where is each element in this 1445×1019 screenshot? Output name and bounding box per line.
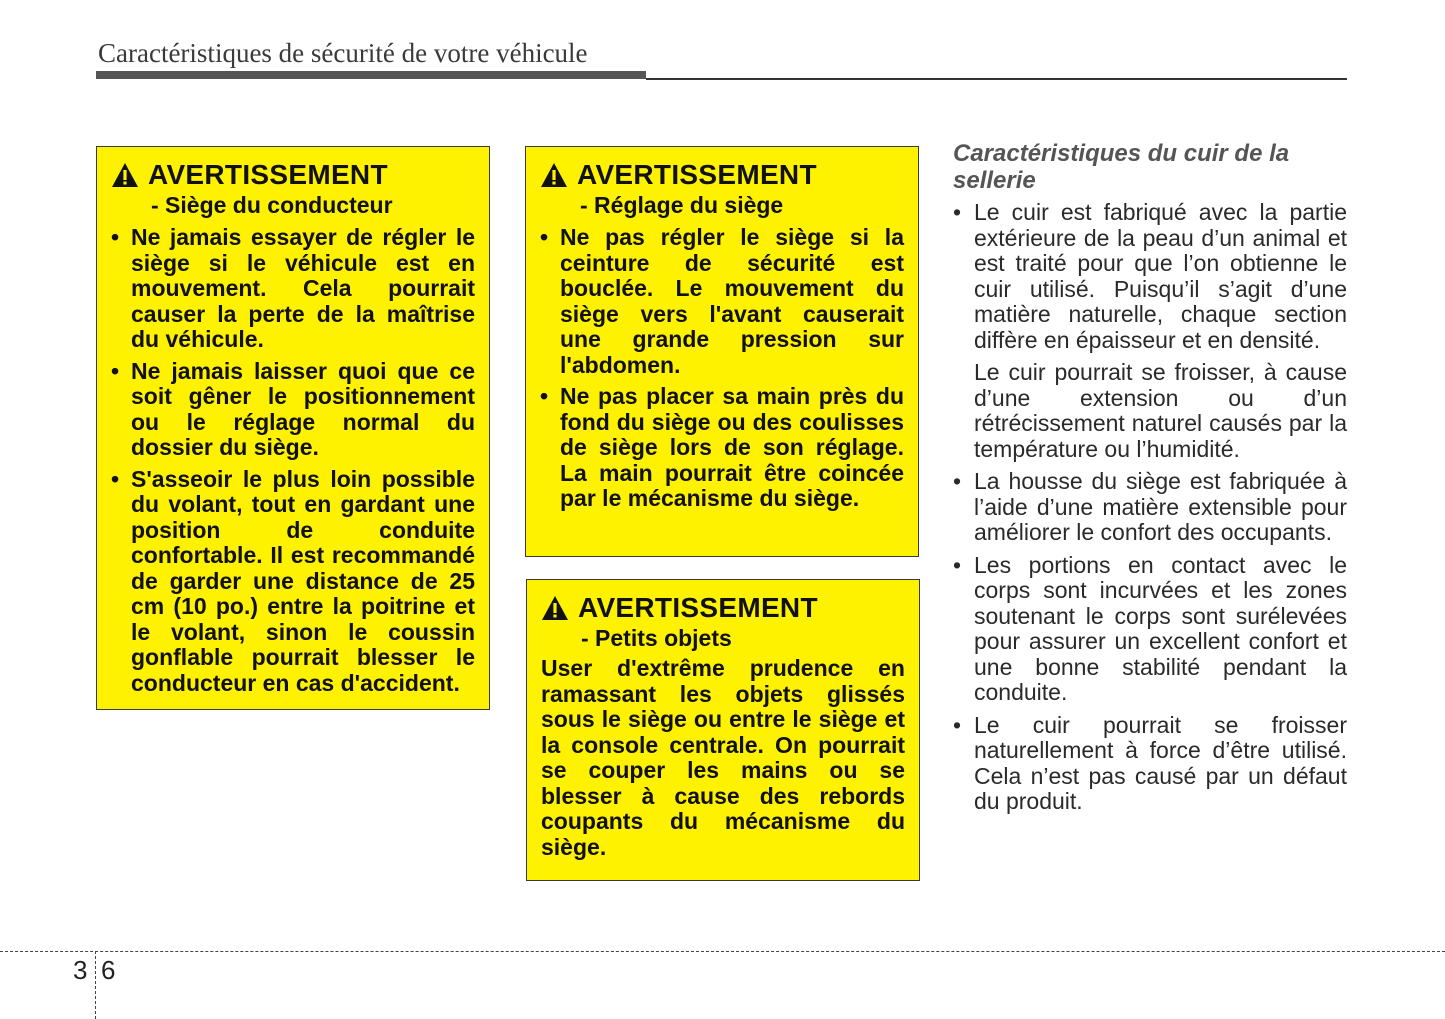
- warning-list: [111, 225, 475, 696]
- warning-item: • Ne jamais laisser quoi que ce soit gêner le positionnement ou le réglage normal du dossier du siège.: [111, 359, 475, 461]
- list-item: [953, 469, 1347, 546]
- footer-divider: [0, 951, 1445, 952]
- warning-text: User d'extrême prudence en ramassant les objets glissés sous le siège ou entre le siège et la console centrale. On pourrait se couper les mains ou se blesser à cause des rebords coupants du mécanisme du siège.: [541, 655, 905, 860]
- warning-label: AVERTISSEMENT: [577, 159, 817, 190]
- leather-section: [953, 140, 1347, 822]
- warning-box-drivers-seat: [96, 146, 490, 710]
- warning-box-small-objects: [526, 579, 920, 881]
- warning-item: • Ne jamais essayer de régler le siège si le véhicule est en mouvement. Cela pourrait causer la perte de la maîtrise du véhicule.: [111, 225, 475, 353]
- list-paragraph: Le cuir pourrait se froisser, à cause d’une extension ou d’un rétrécissement naturel causés par la température ou l’humidité.: [974, 359, 1347, 462]
- warning-subtitle: - Réglage du siège: [580, 192, 784, 218]
- footer-vertical-divider: [95, 951, 96, 1019]
- list-item: [953, 553, 1347, 706]
- warning-header: [540, 159, 904, 191]
- warning-list: [540, 225, 904, 512]
- header-rule-thick: [96, 71, 646, 79]
- list-paragraph: • La housse du siège est fabriquée à l’aide d’une matière extensible pour améliorer le confort des occupants.: [974, 468, 1347, 545]
- page-title: Caractéristiques de sécurité de votre véhicule: [98, 38, 588, 68]
- list-item: [953, 200, 1347, 462]
- list-item: [953, 713, 1347, 815]
- page-number: 6: [101, 955, 116, 985]
- warning-triangle-icon: [111, 162, 139, 188]
- warning-header: [111, 159, 475, 191]
- section-heading: Caractéristiques du cuir de la sellerie: [953, 140, 1290, 194]
- list-paragraph: • Le cuir est fabriqué avec la partie extérieure de la peau d’un animal et est traité pour que l’on obtienne le cuir utilisé. Puisqu’il s’agit d’une matière naturelle, chaque section diffère en épaisseur et en densité.: [974, 199, 1347, 353]
- header-rule-thin: [646, 78, 1347, 80]
- leather-list: [953, 200, 1347, 815]
- warning-subtitle: - Petits objets: [581, 625, 732, 651]
- warning-triangle-icon: [540, 162, 568, 188]
- warning-label: AVERTISSEMENT: [578, 592, 818, 623]
- warning-triangle-icon: [541, 595, 569, 621]
- warning-item: • S'asseoir le plus loin possible du volant, tout en gardant une position de conduite confortable. Il est recommandé de garder une distance de 25 cm (10 po.) entre la poitrine et le volant, sinon le coussin gonflable pourrait blesser le conducteur en cas d'accident.: [111, 467, 475, 697]
- warning-label: AVERTISSEMENT: [148, 159, 388, 190]
- page-section-number: 3: [73, 955, 88, 985]
- warning-box-seat-adjustment: [525, 146, 919, 557]
- warning-item: • Ne pas placer sa main près du fond du siège ou des coulisses de siège lors de son réglage. La main pourrait être coincée par le mécanisme du siège.: [540, 384, 904, 512]
- list-paragraph: • Le cuir pourrait se froisser naturellement à force d’être utilisé. Cela n’est pas causé par un défaut du produit.: [974, 711, 1347, 814]
- warning-header: [541, 592, 905, 624]
- warning-item: • Ne pas régler le siège si la ceinture de sécurité est bouclée. Le mouvement du siège vers l'avant causerait une grande pression sur l'abdomen.: [540, 225, 904, 378]
- list-paragraph: • Les portions en contact avec le corps sont incurvées et les zones soutenant le corps sont surélevées pour assurer un excellent confort et une bonne stabilité pendant la conduite.: [974, 551, 1347, 705]
- warning-subtitle: - Siège du conducteur: [151, 192, 393, 218]
